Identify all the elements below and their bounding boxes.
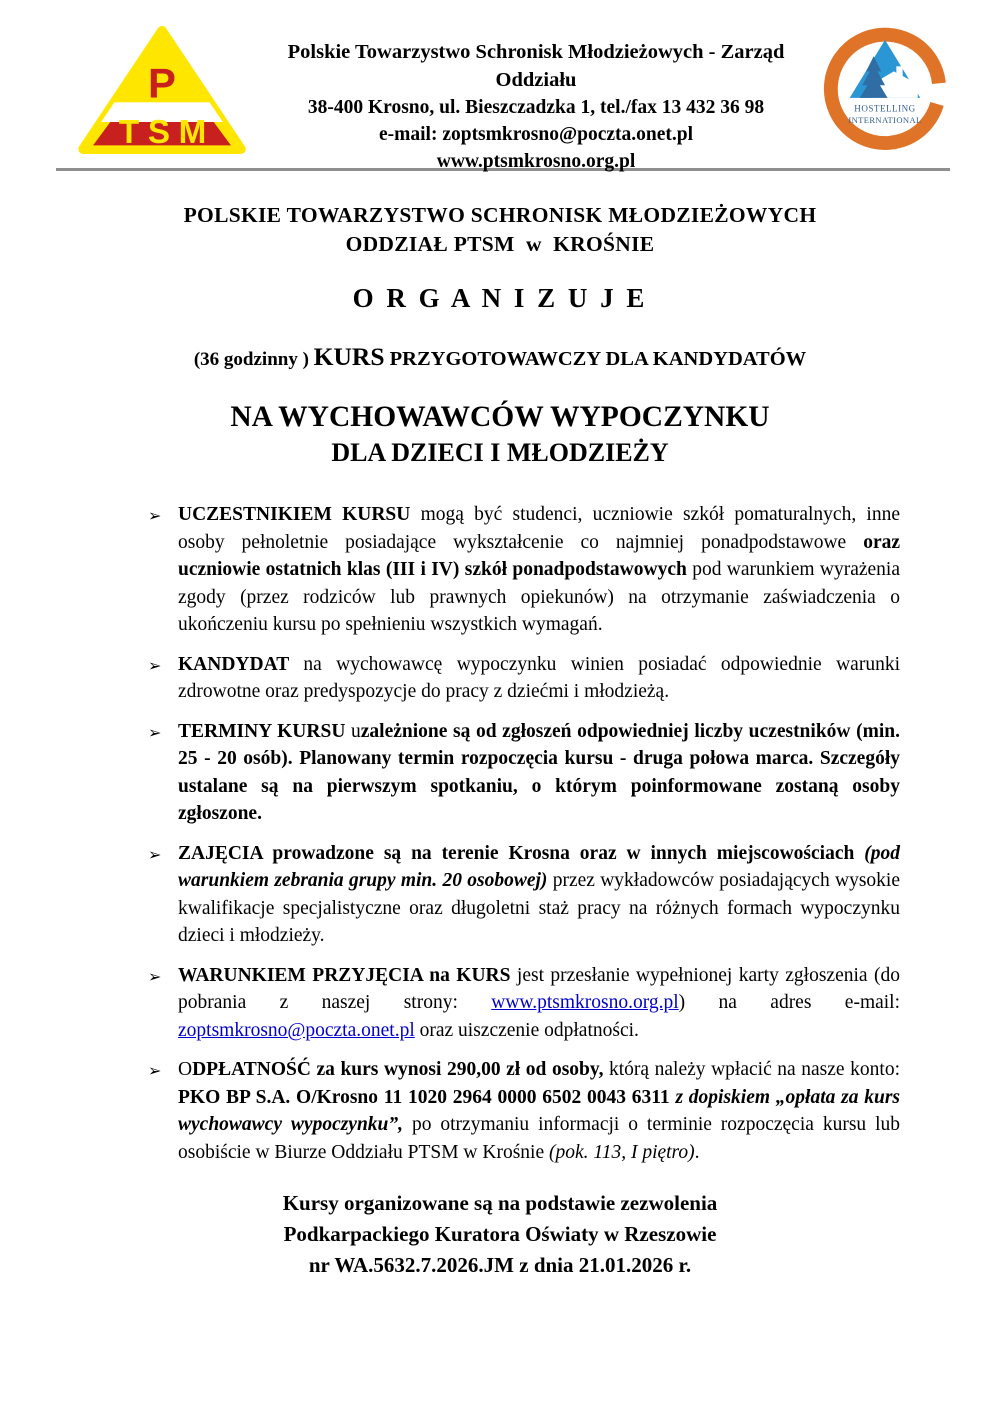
hi-logo-line1: HOSTELLING <box>854 103 916 114</box>
text-run: pod warunkiem wyrażenia zgody (przez rodziców lub prawnych opiekunów) na otrzymanie zaświadczenia o ukończeniu kursu po spełnieniu wszystkich wymagań. <box>178 559 900 635</box>
organization-email: e-mail: zoptsmkrosno@poczta.onet.pl <box>378 124 694 145</box>
text-run: ) na adres e-mail: <box>678 992 901 1013</box>
organizes-heading: O R G A N I Z U J E <box>352 283 648 313</box>
text-run: TERMINY KURSU <box>178 720 352 742</box>
text-run: UCZESTNIKIEM KURSU <box>178 504 421 525</box>
hostelling-international-icon <box>822 26 948 152</box>
bullet-arrow-icon: ➢ <box>148 966 162 986</box>
bullet-list <box>0 501 1000 1166</box>
text-run: na wychowawcę wypoczynku winien posiadać odpowiednie warunki zdrowotne oraz predyspozycje do pracy z dziećmi i młodzieżą. <box>178 653 900 702</box>
organization-address-block <box>250 26 822 175</box>
bullet-item <box>148 1056 900 1166</box>
bullet-item <box>148 651 900 706</box>
text-run: KANDYDAT <box>178 653 304 675</box>
bullet-arrow-icon: ➢ <box>148 506 162 525</box>
title-block <box>0 201 1000 469</box>
text-run: z dopiskiem „opłata za kurs wychowawcy wypoczynku”, <box>178 1086 900 1135</box>
bullet-arrow-icon: ➢ <box>148 844 162 864</box>
bullet-arrow-icon: ➢ <box>148 1061 162 1080</box>
main-title-line1: NA WYCHOWAWCÓW WYPOCZYNKU <box>230 401 770 433</box>
main-title-line2: DLA DZIECI I MŁODZIEŻY <box>331 438 669 467</box>
course-heading <box>0 341 1000 377</box>
bullet-item <box>148 501 900 639</box>
permit-line2: Podkarpackiego Kuratora Oświaty w Rzeszowie <box>283 1222 717 1246</box>
text-run: jest przesłanie wypełnionej karty zgłoszenia (do pobrania z naszej strony: <box>178 964 900 1013</box>
text-run: WARUNKIEM PRZYJĘCIA na KURS <box>178 964 517 986</box>
bullet-arrow-icon: ➢ <box>148 722 162 742</box>
bullet-arrow-icon: ➢ <box>148 655 162 675</box>
hostelling-international-logo <box>822 26 948 152</box>
course-word-kurs: KURS <box>313 342 385 371</box>
ptsm-logo-p: P <box>148 59 176 107</box>
course-duration: (36 godzinny ) <box>193 349 314 370</box>
document-title-line1: POLSKIE TOWARZYSTWO SCHRONISK MŁODZIEŻOWYCH <box>183 203 817 227</box>
letterhead <box>0 26 1000 172</box>
text-run: u <box>351 720 361 742</box>
ptsm-triangle-icon <box>74 26 250 154</box>
permit-notice <box>0 1188 1000 1281</box>
hyperlink[interactable]: zoptsmkrosno@poczta.onet.pl <box>178 1019 415 1041</box>
permit-line1: Kursy organizowane są na podstawie zezwolenia <box>282 1191 718 1215</box>
text-run: zależnione są od zgłoszeń odpowiedniej liczby uczestników (min. 25 - 20 osób). Planowany termin rozpoczęcia kursu - druga połowa marca. Szczegóły ustalane są na pierwszym spotkaniu, o którym poinformowane zostaną osoby zgłoszone. <box>178 720 900 824</box>
document-title-line2: ODDZIAŁ PTSM w KROŚNIE <box>345 232 655 256</box>
text-run: ZAJĘCIA prowadzone są na terenie Krosna oraz w innych miejscowościach <box>178 842 865 864</box>
text-run: . <box>694 1141 700 1163</box>
text-run: mogą być studenci, uczniowie szkół pomaturalnych, inne osoby pełnoletnie posiadające wykształcenie co najmniej ponadpodstawowe <box>178 504 900 553</box>
organization-website: www.ptsmkrosno.org.pl <box>436 151 636 172</box>
bullet-item <box>148 840 900 950</box>
organization-address: 38-400 Krosno, ul. Bieszczadzka 1, tel./fax 13 432 36 98 <box>307 97 765 118</box>
text-run: DPŁATNOŚĆ za kurs wynosi 290,00 zł od osoby, <box>192 1059 610 1080</box>
text-run: (pod warunkiem zebrania grupy min. 20 osobowej) <box>178 842 900 891</box>
course-heading-rest: PRZYGOTOWAWCZY DLA KANDYDATÓW <box>384 348 807 370</box>
text-run: (pok. 113, I piętro) <box>549 1141 695 1163</box>
text-run: po otrzymaniu informacji o terminie rozpoczęcia kursu lub osobiście w Biurze Oddziału PTSM w Krośnie <box>178 1114 900 1163</box>
ptsm-logo-tsm: TSM <box>118 113 215 151</box>
text-run: oraz uczniowie ostatnich klas (III i IV) szkół ponadpodstawowych <box>178 531 900 580</box>
hi-logo-line2: INTERNATIONAL <box>848 115 922 126</box>
permit-line3: nr WA.5632.7.2026.JM z dnia 21.01.2026 r. <box>308 1253 692 1277</box>
text-run: PKO BP S.A. O/Krosno 11 1020 2964 0000 6502 0043 6311 <box>178 1086 676 1108</box>
text-run: O <box>178 1059 193 1080</box>
bullet-item <box>148 962 900 1045</box>
ptsm-logo <box>74 26 250 154</box>
document-body <box>0 201 1000 1281</box>
organization-name: Polskie Towarzystwo Schronisk Młodzieżowych - Zarząd Oddziału <box>287 41 785 91</box>
bullet-item <box>148 718 900 828</box>
hyperlink[interactable]: www.ptsmkrosno.org.pl <box>491 992 679 1013</box>
text-run: którą należy wpłacić na nasze konto: <box>609 1059 900 1080</box>
text-run: oraz uiszczenie odpłatności. <box>414 1019 639 1041</box>
text-run: przez wykładowców posiadających wysokie kwalifikacje specjalistyczne oraz długoletni staż pracy na różnych formach wypoczynku dzieci i młodzieży. <box>178 870 900 946</box>
